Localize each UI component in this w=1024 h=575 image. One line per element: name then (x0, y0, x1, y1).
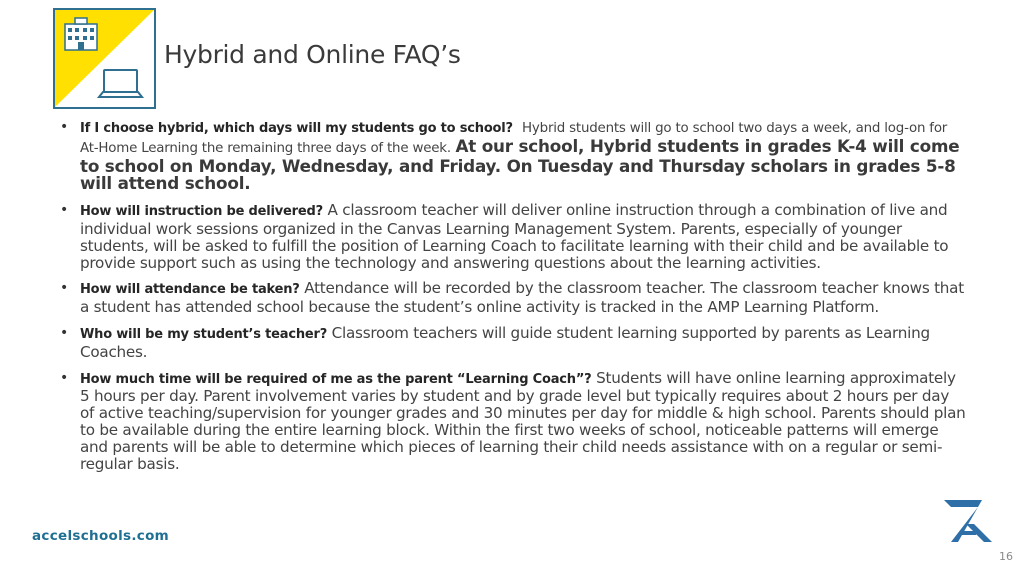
bullet-icon: • (60, 280, 69, 297)
faq-item (60, 370, 966, 473)
bullet-icon: • (60, 202, 69, 219)
bullet-icon: • (60, 369, 69, 386)
faq-question: How much time will be required of me as the parent “Learning Coach”? (80, 371, 592, 387)
faq-item (60, 280, 966, 316)
faq-answer: Attendance will be recorded by the classroom teacher. The classroom teacher knows that a student has attended school because the student’s online activity is tracked in the AMP Learning Platform. (80, 279, 964, 317)
faq-question: How will attendance be taken? (80, 282, 300, 298)
faq-list (60, 119, 966, 481)
faq-item (60, 119, 966, 193)
bullet-icon: • (60, 324, 69, 341)
accel-logo-icon (938, 498, 994, 544)
faq-question: How will instruction be delivered? (80, 204, 323, 220)
slide-title: Hybrid and Online FAQ’s (164, 40, 461, 69)
faq-question: Who will be my student’s teacher? (80, 326, 328, 342)
school-and-laptop-icon (53, 8, 156, 109)
faq-item (60, 325, 966, 361)
faq-item (60, 202, 966, 271)
faq-answer: A classroom teacher will deliver online instruction through a combination of live and individual work sessions organized in the Canvas Learning Management System. Parents, especially of younger students, will be asked to fulfill the position of Learning Coach to facilitate learning with their child and be available to provide support such as using the technology and answering questions about the learning activities. (80, 201, 949, 272)
footer-url: accelschools.com (32, 528, 170, 544)
bullet-icon: • (60, 119, 69, 135)
page-number: 16 (999, 550, 1013, 563)
faq-answer: Hybrid students will go to school two days a week, and log-on for At-Home Learning the remaining three days of the week. (80, 121, 948, 156)
faq-question: If I choose hybrid, which days will my students go to school? (80, 121, 513, 136)
faq-answer: Students will have online learning approximately 5 hours per day. Parent involvement varies by student and by grade level but typically requires about 2 hours per day of active teaching/supervision for younger grades and 30 minutes per day for middle & high school. Parents should plan to be available during the entire learning block. Within the first two weeks of school, noticeable patterns will emerge and parents will be able to determine which pieces of learning their child needs assistance with on a regular or semi-regular basis. (80, 368, 966, 473)
faq-answer-emphasis: At our school, Hybrid students in grades K-4 will come to school on Monday, Wednesday, and Friday. On Tuesday and Thursday scholars in grades 5-8 will attend school. (80, 135, 960, 194)
faq-answer: Classroom teachers will guide student learning supported by parents as Learning Coaches. (80, 323, 930, 361)
